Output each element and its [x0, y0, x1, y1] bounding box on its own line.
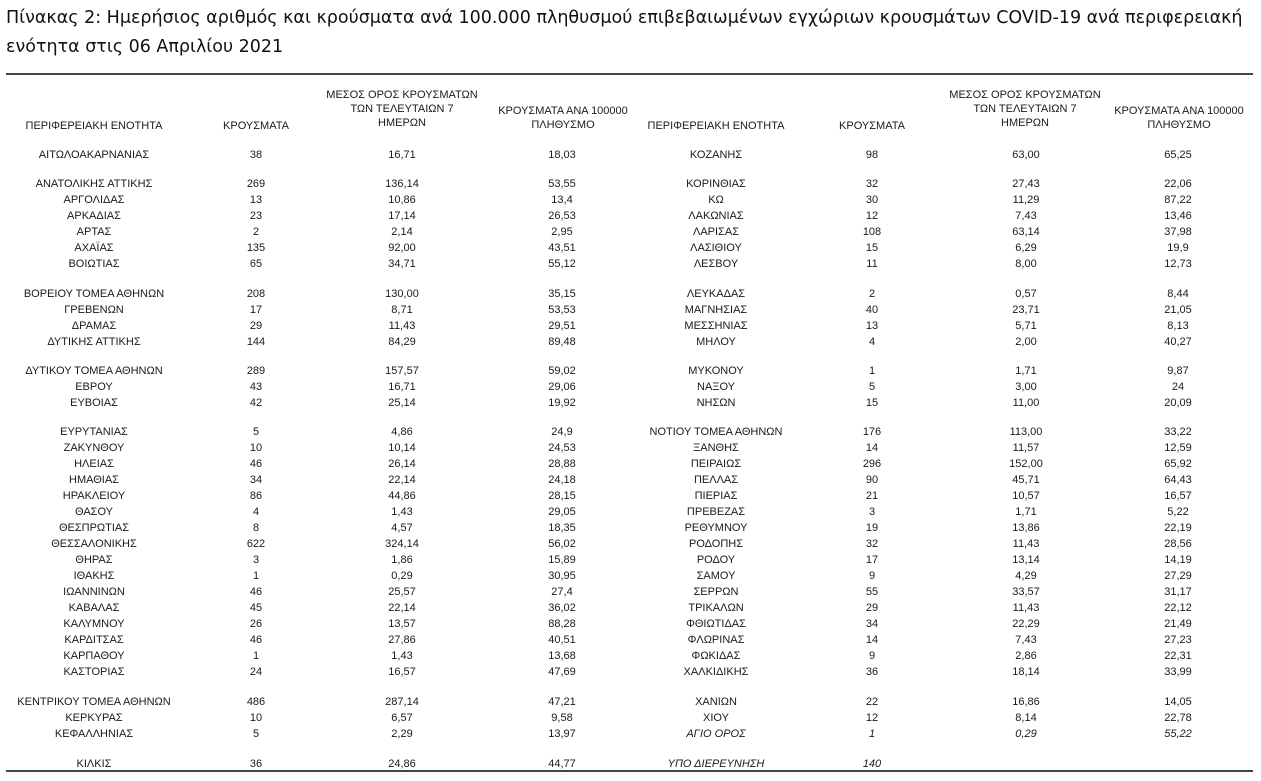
left-cases-cell: 86 — [249, 490, 263, 502]
left-avg-7d-cell: 11,43 — [388, 320, 416, 332]
right-cases-cell: 5 — [868, 381, 876, 393]
right-avg-7d-cell: 27,43 — [1012, 178, 1040, 190]
right-cases-cell: 55 — [865, 586, 879, 598]
left-per-100k-cell: 89,48 — [548, 336, 576, 348]
right-region-cell: ΧΑΛΚΙΔΙΚΗΣ — [683, 666, 749, 678]
left-cases-cell: 46 — [249, 634, 263, 646]
left-region-cell: ΔΥΤΙΚΟΥ ΤΟΜΕΑ ΑΘΗΝΩΝ — [25, 365, 163, 377]
right-region-cell: ΦΩΚΙΔΑΣ — [691, 650, 741, 662]
caption-line-1: Πίνακας 2: Ημερήσιος αριθμός και κρούσματα ανά 100.000 πληθυσμού επιβεβαιωμένων εγχώριων κρουσμάτων COVID-19 ανά περιφερειακή — [6, 8, 1243, 28]
left-region-cell: ΕΥΡΥΤΑΝΙΑΣ — [60, 426, 128, 438]
right-per-100k-cell: 65,92 — [1164, 458, 1192, 470]
right-avg-7d-cell: 33,57 — [1012, 586, 1040, 598]
left-avg-7d-cell: 22,14 — [388, 602, 416, 614]
top-rule — [6, 73, 1253, 75]
left-region-cell: ΓΡΕΒΕΝΩΝ — [64, 304, 124, 316]
left-avg-7d-cell: 136,14 — [385, 178, 419, 190]
left-per-100k-cell: 24,9 — [551, 426, 573, 438]
left-region-cell: ΚΕΝΤΡΙΚΟΥ ΤΟΜΕΑ ΑΘΗΝΩΝ — [17, 696, 171, 708]
right-avg-7d-cell: 2,00 — [1015, 336, 1037, 348]
left-avg-7d-cell: 92,00 — [388, 242, 416, 254]
left-region-cell: ΖΑΚΥΝΘΟΥ — [63, 442, 125, 454]
right-avg-7d-cell: 7,43 — [1015, 634, 1037, 646]
left-region-cell: ΔΡΑΜΑΣ — [71, 320, 117, 332]
right-cases-cell: 108 — [862, 226, 882, 238]
left-region-cell: ΑΝΑΤΟΛΙΚΗΣ ΑΤΤΙΚΗΣ — [35, 178, 153, 190]
right-cases-cell: 14 — [865, 634, 879, 646]
left-region-cell: ΗΜΑΘΙΑΣ — [69, 474, 119, 486]
right-per-100k-cell: 22,06 — [1164, 178, 1192, 190]
right-avg-7d-cell: 6,29 — [1015, 242, 1037, 254]
left-avg-7d-cell: 16,71 — [388, 381, 416, 393]
right-region-cell: ΜΗΛΟΥ — [696, 336, 736, 348]
left-region-cell: ΚΑΛΥΜΝΟΥ — [63, 618, 125, 630]
left-cases-cell: 24 — [249, 666, 263, 678]
table-caption — [6, 4, 1256, 62]
left-per-100k-cell: 53,53 — [548, 304, 576, 316]
right-avg-7d-cell: 18,14 — [1012, 666, 1040, 678]
left-avg-7d-cell: 1,86 — [391, 554, 413, 566]
right-per-100k-cell: 37,98 — [1164, 226, 1192, 238]
right-avg-7d-cell: 11,00 — [1012, 397, 1040, 409]
header-cases-right: ΚΡΟΥΣΜΑΤΑ — [839, 120, 905, 132]
right-region-cell: ΠΙΕΡΙΑΣ — [694, 490, 738, 502]
right-avg-7d-cell: 152,00 — [1009, 458, 1043, 470]
left-cases-cell: 38 — [249, 149, 263, 161]
right-region-cell: ΤΡΙΚΑΛΩΝ — [688, 602, 744, 614]
right-avg-7d-cell: 5,71 — [1015, 320, 1037, 332]
right-cases-cell: 21 — [865, 490, 879, 502]
right-cases-cell: 17 — [865, 554, 879, 566]
right-avg-7d-cell: 16,86 — [1012, 696, 1040, 708]
left-cases-cell: 1 — [252, 650, 260, 662]
left-region-cell: ΑΧΑΪΑΣ — [74, 242, 114, 254]
left-cases-cell: 4 — [252, 506, 260, 518]
right-cases-cell: 14 — [865, 442, 879, 454]
right-per-100k-cell: 33,22 — [1164, 426, 1192, 438]
right-region-cell: ΜΑΓΝΗΣΙΑΣ — [684, 304, 748, 316]
left-avg-7d-cell: 4,86 — [391, 426, 413, 438]
right-avg-7d-cell: 11,43 — [1012, 602, 1040, 614]
left-cases-cell: 36 — [249, 758, 263, 770]
left-per-100k-cell: 18,35 — [548, 522, 576, 534]
left-cases-cell: 135 — [246, 242, 266, 254]
left-avg-7d-cell: 22,14 — [388, 474, 416, 486]
right-avg-7d-cell: 13,14 — [1012, 554, 1040, 566]
left-cases-cell: 208 — [246, 288, 266, 300]
right-avg-7d-cell: 63,00 — [1012, 149, 1040, 161]
left-cases-cell: 5 — [252, 728, 260, 740]
left-region-cell: ΑΙΤΩΛΟΑΚΑΡΝΑΝΙΑΣ — [38, 149, 150, 161]
right-region-cell: ΛΑΚΩΝΙΑΣ — [688, 210, 744, 222]
left-avg-7d-cell: 10,86 — [388, 194, 416, 206]
left-cases-cell: 26 — [249, 618, 263, 630]
right-region-cell: ΡΕΘΥΜΝΟΥ — [684, 522, 748, 534]
right-cases-cell: 9 — [868, 570, 876, 582]
right-per-100k-cell: 22,78 — [1164, 712, 1192, 724]
right-per-100k-cell: 31,17 — [1164, 586, 1192, 598]
right-cases-cell: 9 — [868, 650, 876, 662]
right-per-100k-cell: 12,73 — [1164, 258, 1192, 270]
left-per-100k-cell: 13,4 — [551, 194, 573, 206]
left-per-100k-cell: 44,77 — [548, 758, 576, 770]
left-region-cell: ΗΛΕΙΑΣ — [74, 458, 114, 470]
right-per-100k-cell: 19,9 — [1167, 242, 1189, 254]
left-cases-cell: 10 — [249, 442, 263, 454]
left-region-cell: ΚΕΡΚΥΡΑΣ — [65, 712, 123, 724]
left-per-100k-cell: 27,4 — [551, 586, 573, 598]
right-avg-7d-cell: 11,29 — [1012, 194, 1040, 206]
left-region-cell: ΘΕΣΣΑΛΟΝΙΚΗΣ — [51, 538, 137, 550]
right-avg-7d-cell: 0,57 — [1015, 288, 1037, 300]
right-cases-cell: 29 — [865, 602, 879, 614]
right-cases-cell: 12 — [865, 210, 879, 222]
right-cases-cell: 13 — [865, 320, 879, 332]
right-avg-7d-cell: 23,71 — [1012, 304, 1040, 316]
header-region-right: ΠΕΡΙΦΕΡΕΙΑΚΗ ΕΝΟΤΗΤΑ — [647, 120, 785, 132]
right-per-100k-cell: 13,46 — [1164, 210, 1192, 222]
left-per-100k-cell: 24,18 — [548, 474, 576, 486]
header-per100k-right: ΚΡΟΥΣΜΑΤΑ ΑΝΑ 100000 ΠΛΗΘΥΣΜΟ — [1114, 105, 1244, 131]
right-avg-7d-cell: 3,00 — [1015, 381, 1037, 393]
right-per-100k-cell: 22,12 — [1164, 602, 1192, 614]
right-per-100k-cell: 40,27 — [1164, 336, 1192, 348]
right-per-100k-cell: 27,29 — [1164, 570, 1192, 582]
right-per-100k-cell: 33,99 — [1164, 666, 1192, 678]
right-cases-cell: 30 — [865, 194, 879, 206]
left-avg-7d-cell: 0,29 — [391, 570, 413, 582]
left-region-cell: ΚΙΛΚΙΣ — [76, 758, 112, 770]
left-region-cell: ΚΕΦΑΛΛΗΝΙΑΣ — [54, 728, 134, 740]
left-per-100k-cell: 40,51 — [548, 634, 576, 646]
left-cases-cell: 34 — [249, 474, 263, 486]
right-avg-7d-cell: 1,71 — [1015, 365, 1037, 377]
right-region-cell: ΧΑΝΙΩΝ — [695, 696, 737, 708]
right-cases-cell: 22 — [865, 696, 879, 708]
right-per-100k-cell: 16,57 — [1164, 490, 1192, 502]
left-cases-cell: 42 — [249, 397, 263, 409]
left-avg-7d-cell: 1,43 — [391, 650, 413, 662]
left-per-100k-cell: 2,95 — [551, 226, 573, 238]
left-region-cell: ΙΘΑΚΗΣ — [73, 570, 115, 582]
right-region-cell: ΝΑΞΟΥ — [697, 381, 735, 393]
left-region-cell: ΗΡΑΚΛΕΙΟΥ — [62, 490, 126, 502]
right-cases-cell: 140 — [862, 758, 882, 770]
left-region-cell: ΚΑΒΑΛΑΣ — [68, 602, 120, 614]
header-cases-left: ΚΡΟΥΣΜΑΤΑ — [223, 120, 289, 132]
left-per-100k-cell: 24,53 — [548, 442, 576, 454]
right-per-100k-cell: 12,59 — [1164, 442, 1192, 454]
right-region-cell: ΝΟΤΙΟΥ ΤΟΜΕΑ ΑΘΗΝΩΝ — [649, 426, 783, 438]
right-cases-cell: 1 — [868, 365, 876, 377]
left-cases-cell: 1 — [252, 570, 260, 582]
left-per-100k-cell: 53,55 — [548, 178, 576, 190]
left-cases-cell: 2 — [252, 226, 260, 238]
right-per-100k-cell: 14,19 — [1164, 554, 1192, 566]
right-cases-cell: 34 — [865, 618, 879, 630]
right-region-cell: ΝΗΣΩΝ — [696, 397, 736, 409]
left-cases-cell: 486 — [246, 696, 266, 708]
left-avg-7d-cell: 27,86 — [388, 634, 416, 646]
left-per-100k-cell: 19,92 — [548, 397, 576, 409]
right-cases-cell: 296 — [862, 458, 882, 470]
right-region-cell: ΛΑΣΙΘΙΟΥ — [690, 242, 742, 254]
left-per-100k-cell: 55,12 — [548, 258, 576, 270]
left-per-100k-cell: 9,58 — [551, 712, 573, 724]
left-region-cell: ΑΡΓΟΛΙΔΑΣ — [63, 194, 125, 206]
right-avg-7d-cell: 11,57 — [1012, 442, 1040, 454]
left-avg-7d-cell: 25,57 — [388, 586, 416, 598]
left-avg-7d-cell: 324,14 — [385, 538, 419, 550]
right-avg-7d-cell: 7,43 — [1015, 210, 1037, 222]
left-per-100k-cell: 13,68 — [548, 650, 576, 662]
right-per-100k-cell: 22,31 — [1164, 650, 1192, 662]
right-region-cell: ΦΘΙΩΤΙΔΑΣ — [686, 618, 746, 630]
right-region-cell: ΜΥΚΟΝΟΥ — [688, 365, 744, 377]
right-region-cell: ΡΟΔΟΠΗΣ — [688, 538, 744, 550]
left-cases-cell: 65 — [249, 258, 263, 270]
left-cases-cell: 46 — [249, 586, 263, 598]
left-cases-cell: 5 — [252, 426, 260, 438]
right-cases-cell: 1 — [868, 728, 876, 740]
left-per-100k-cell: 47,21 — [548, 696, 576, 708]
right-region-cell: ΦΛΩΡΙΝΑΣ — [687, 634, 745, 646]
left-per-100k-cell: 29,51 — [548, 320, 576, 332]
left-region-cell: ΕΥΒΟΙΑΣ — [70, 397, 118, 409]
right-avg-7d-cell: 63,14 — [1012, 226, 1040, 238]
left-avg-7d-cell: 84,29 — [388, 336, 416, 348]
left-avg-7d-cell: 26,14 — [388, 458, 416, 470]
right-avg-7d-cell: 8,14 — [1015, 712, 1037, 724]
left-region-cell: ΕΒΡΟΥ — [75, 381, 113, 393]
right-cases-cell: 90 — [865, 474, 879, 486]
right-region-cell: ΛΕΥΚΑΔΑΣ — [686, 288, 746, 300]
left-avg-7d-cell: 34,71 — [388, 258, 416, 270]
caption-line-2: ενότητα στις 06 Απριλίου 2021 — [6, 37, 284, 57]
right-avg-7d-cell: 45,71 — [1012, 474, 1040, 486]
left-cases-cell: 29 — [249, 320, 263, 332]
right-region-cell: ΑΓΙΟ ΟΡΟΣ — [686, 728, 746, 740]
header-avg-left: ΜΕΣΟΣ ΟΡΟΣ ΚΡΟΥΣΜΑΤΩΝ ΤΩΝ ΤΕΛΕΥΤΑΙΩΝ 7 ΗΜΕΡΩΝ — [326, 89, 478, 129]
left-cases-cell: 43 — [249, 381, 263, 393]
left-avg-7d-cell: 1,43 — [391, 506, 413, 518]
right-cases-cell: 32 — [865, 178, 879, 190]
right-per-100k-cell: 9,87 — [1167, 365, 1189, 377]
bottom-rule — [6, 770, 1253, 772]
right-cases-cell: 98 — [865, 149, 879, 161]
right-cases-cell: 176 — [862, 426, 882, 438]
left-per-100k-cell: 88,28 — [548, 618, 576, 630]
left-cases-cell: 622 — [246, 538, 266, 550]
right-cases-cell: 36 — [865, 666, 879, 678]
left-per-100k-cell: 59,02 — [548, 365, 576, 377]
left-cases-cell: 13 — [249, 194, 263, 206]
left-cases-cell: 46 — [249, 458, 263, 470]
left-cases-cell: 289 — [246, 365, 266, 377]
left-per-100k-cell: 28,15 — [548, 490, 576, 502]
right-cases-cell: 4 — [868, 336, 876, 348]
left-per-100k-cell: 56,02 — [548, 538, 576, 550]
right-per-100k-cell: 20,09 — [1164, 397, 1192, 409]
left-per-100k-cell: 26,53 — [548, 210, 576, 222]
right-cases-cell: 2 — [868, 288, 876, 300]
right-avg-7d-cell: 0,29 — [1015, 728, 1037, 740]
left-per-100k-cell: 28,88 — [548, 458, 576, 470]
left-avg-7d-cell: 25,14 — [388, 397, 416, 409]
left-cases-cell: 10 — [249, 712, 263, 724]
left-avg-7d-cell: 44,86 — [388, 490, 416, 502]
left-region-cell: ΑΡΚΑΔΙΑΣ — [67, 210, 121, 222]
right-avg-7d-cell: 13,86 — [1012, 522, 1040, 534]
left-avg-7d-cell: 8,71 — [391, 304, 413, 316]
left-region-cell: ΘΑΣΟΥ — [74, 506, 114, 518]
right-region-cell: ΥΠΟ ΔΙΕΡΕΥΝΗΣΗ — [667, 758, 765, 770]
left-per-100k-cell: 29,05 — [548, 506, 576, 518]
left-region-cell: ΚΑΡΔΙΤΣΑΣ — [64, 634, 124, 646]
left-per-100k-cell: 47,69 — [548, 666, 576, 678]
right-cases-cell: 15 — [865, 242, 879, 254]
right-per-100k-cell: 87,22 — [1164, 194, 1192, 206]
left-per-100k-cell: 35,15 — [548, 288, 576, 300]
left-avg-7d-cell: 4,57 — [391, 522, 413, 534]
right-avg-7d-cell: 2,86 — [1015, 650, 1037, 662]
right-cases-cell: 40 — [865, 304, 879, 316]
header-per100k-left: ΚΡΟΥΣΜΑΤΑ ΑΝΑ 100000 ΠΛΗΘΥΣΜΟ — [498, 105, 628, 131]
right-per-100k-cell: 5,22 — [1167, 506, 1189, 518]
left-region-cell: ΒΟΙΩΤΙΑΣ — [68, 258, 120, 270]
left-avg-7d-cell: 287,14 — [385, 696, 419, 708]
right-per-100k-cell: 24 — [1171, 381, 1185, 393]
left-region-cell: ΔΥΤΙΚΗΣ ΑΤΤΙΚΗΣ — [47, 336, 141, 348]
right-per-100k-cell: 27,23 — [1164, 634, 1192, 646]
left-avg-7d-cell: 130,00 — [385, 288, 419, 300]
right-region-cell: ΛΑΡΙΣΑΣ — [692, 226, 739, 238]
right-region-cell: ΚΟΖΑΝΗΣ — [689, 149, 743, 161]
right-per-100k-cell: 65,25 — [1164, 149, 1192, 161]
right-per-100k-cell: 8,13 — [1167, 320, 1189, 332]
left-region-cell: ΚΑΣΤΟΡΙΑΣ — [63, 666, 125, 678]
left-region-cell: ΙΩΑΝΝΙΝΩΝ — [63, 586, 125, 598]
right-region-cell: ΣΑΜΟΥ — [696, 570, 736, 582]
right-per-100k-cell: 14,05 — [1164, 696, 1192, 708]
left-region-cell: ΚΑΡΠΑΘΟΥ — [63, 650, 125, 662]
right-region-cell: ΚΩ — [708, 194, 724, 206]
left-avg-7d-cell: 16,71 — [388, 149, 416, 161]
left-cases-cell: 45 — [249, 602, 263, 614]
left-per-100k-cell: 15,89 — [548, 554, 576, 566]
right-region-cell: ΚΟΡΙΝΘΙΑΣ — [686, 178, 746, 190]
left-avg-7d-cell: 157,57 — [385, 365, 419, 377]
left-avg-7d-cell: 13,57 — [388, 618, 416, 630]
right-per-100k-cell: 22,19 — [1164, 522, 1192, 534]
left-avg-7d-cell: 2,29 — [391, 728, 413, 740]
left-per-100k-cell: 18,03 — [548, 149, 576, 161]
right-cases-cell: 15 — [865, 397, 879, 409]
left-avg-7d-cell: 10,14 — [388, 442, 416, 454]
header-region-left: ΠΕΡΙΦΕΡΕΙΑΚΗ ΕΝΟΤΗΤΑ — [25, 120, 163, 132]
left-avg-7d-cell: 17,14 — [388, 210, 416, 222]
left-cases-cell: 8 — [252, 522, 260, 534]
left-region-cell: ΑΡΤΑΣ — [76, 226, 112, 238]
left-per-100k-cell: 36,02 — [548, 602, 576, 614]
right-avg-7d-cell: 8,00 — [1015, 258, 1037, 270]
left-cases-cell: 144 — [246, 336, 266, 348]
right-cases-cell: 19 — [865, 522, 879, 534]
left-per-100k-cell: 29,06 — [548, 381, 576, 393]
right-cases-cell: 32 — [865, 538, 879, 550]
left-region-cell: ΒΟΡΕΙΟΥ ΤΟΜΕΑ ΑΘΗΝΩΝ — [23, 288, 165, 300]
left-avg-7d-cell: 2,14 — [391, 226, 413, 238]
right-avg-7d-cell: 11,43 — [1012, 538, 1040, 550]
right-per-100k-cell: 21,05 — [1164, 304, 1192, 316]
left-cases-cell: 23 — [249, 210, 263, 222]
right-avg-7d-cell: 22,29 — [1012, 618, 1040, 630]
right-avg-7d-cell: 113,00 — [1009, 426, 1043, 438]
right-cases-cell: 12 — [865, 712, 879, 724]
right-region-cell: ΠΡΕΒΕΖΑΣ — [686, 506, 746, 518]
right-per-100k-cell: 55,22 — [1164, 728, 1192, 740]
right-per-100k-cell: 21,49 — [1164, 618, 1192, 630]
right-avg-7d-cell: 1,71 — [1015, 506, 1037, 518]
left-cases-cell: 17 — [249, 304, 263, 316]
right-region-cell: ΧΙΟΥ — [703, 712, 729, 724]
right-cases-cell: 3 — [868, 506, 876, 518]
left-avg-7d-cell: 16,57 — [388, 666, 416, 678]
right-avg-7d-cell: 4,29 — [1015, 570, 1037, 582]
right-per-100k-cell: 28,56 — [1164, 538, 1192, 550]
left-avg-7d-cell: 6,57 — [391, 712, 413, 724]
header-avg-right: ΜΕΣΟΣ ΟΡΟΣ ΚΡΟΥΣΜΑΤΩΝ ΤΩΝ ΤΕΛΕΥΤΑΙΩΝ 7 ΗΜΕΡΩΝ — [949, 89, 1101, 129]
left-per-100k-cell: 43,51 — [548, 242, 576, 254]
left-avg-7d-cell: 24,86 — [388, 758, 416, 770]
right-region-cell: ΛΕΣΒΟΥ — [693, 258, 739, 270]
right-cases-cell: 11 — [866, 258, 878, 270]
left-cases-cell: 269 — [246, 178, 266, 190]
right-per-100k-cell: 8,44 — [1167, 288, 1189, 300]
right-per-100k-cell: 64,43 — [1164, 474, 1192, 486]
right-region-cell: ΣΕΡΡΩΝ — [693, 586, 739, 598]
left-per-100k-cell: 13,97 — [548, 728, 576, 740]
right-region-cell: ΠΕΛΛΑΣ — [693, 474, 739, 486]
right-region-cell: ΜΕΣΣΗΝΙΑΣ — [684, 320, 748, 332]
right-region-cell: ΞΑΝΘΗΣ — [693, 442, 739, 454]
right-region-cell: ΡΟΔΟΥ — [696, 554, 736, 566]
right-avg-7d-cell: 10,57 — [1012, 490, 1040, 502]
left-region-cell: ΘΕΣΠΡΩΤΙΑΣ — [58, 522, 130, 534]
left-per-100k-cell: 30,95 — [548, 570, 576, 582]
left-cases-cell: 3 — [252, 554, 260, 566]
right-region-cell: ΠΕΙΡΑΙΩΣ — [690, 458, 742, 470]
left-region-cell: ΘΗΡΑΣ — [75, 554, 113, 566]
